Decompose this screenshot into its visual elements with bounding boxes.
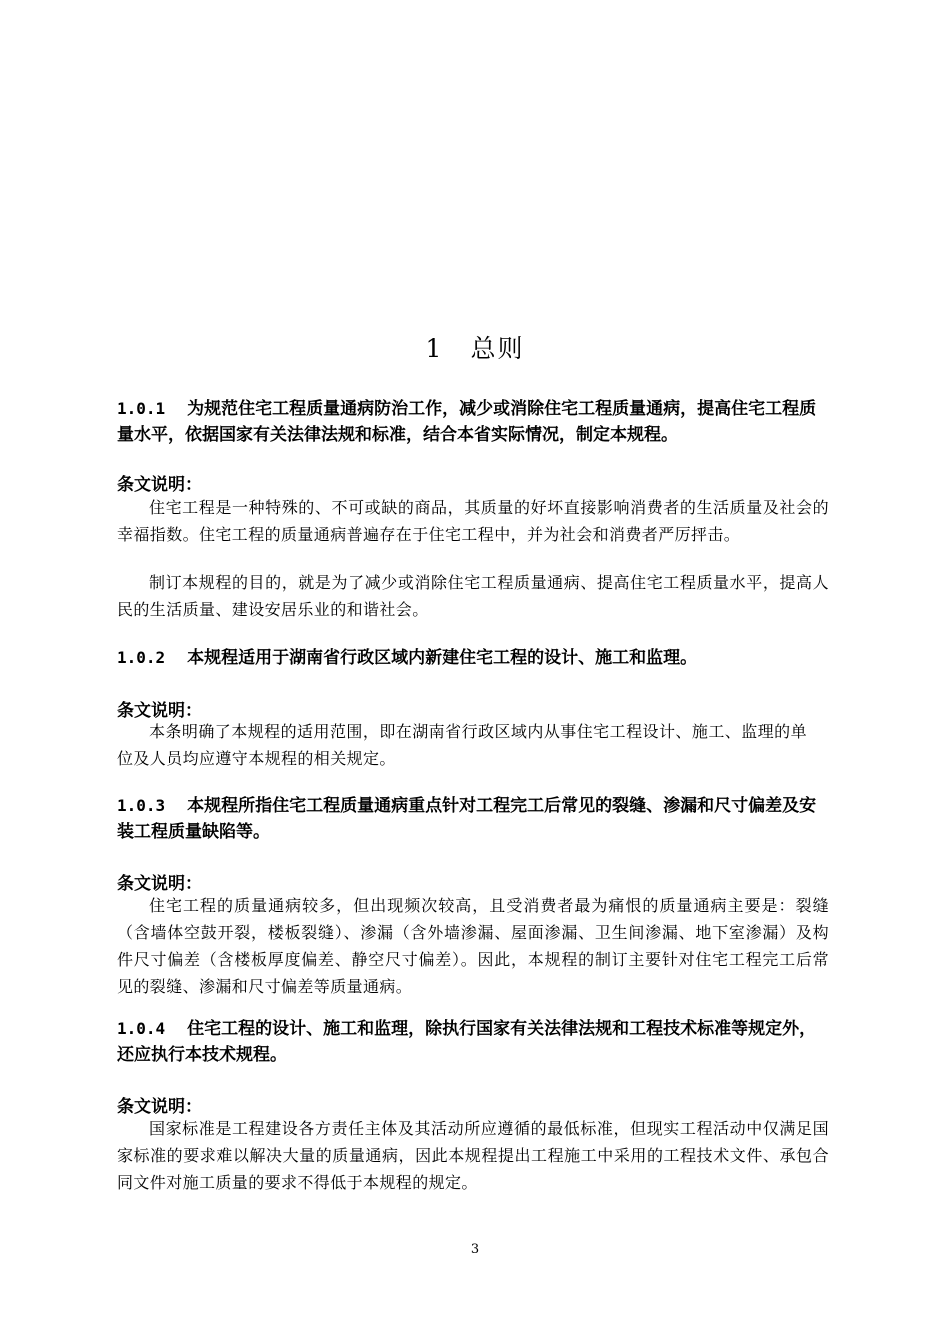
note-paragraph: 住宅工程的质量通病较多，但出现频次较高，且受消费者最为痛恨的质量通病主要是：裂缝（含墙体空鼓开裂，楼板裂缝）、渗漏（含外墙渗漏、屋面渗漏、卫生间渗漏、地下室渗漏）及构件尺寸偏差（含楼板厚度偏差、静空尺寸偏差）。因此，本规程的制订主要针对住宅工程完工后常见的裂缝、渗漏和尺寸偏差等质量通病。 [117, 896, 829, 996]
clause-number: 1.0.2 [117, 648, 166, 667]
clause-1-0-4 [117, 1016, 829, 1068]
clause-1-0-2 [117, 645, 829, 671]
note-label: 条文说明： [117, 874, 202, 894]
clause-1-0-1 [117, 396, 829, 448]
note-paragraph: 国家标准是工程建设各方责任主体及其活动所应遵循的最低标准，但现实工程活动中仅满足国家标准的要求难以解决大量的质量通病，因此本规程提出工程施工中采用的工程技术文件、承包合同文件对施工质量的要求不得低于本规程的规定。 [117, 1119, 829, 1192]
clause-text: 为规范住宅工程质量通病防治工作，减少或消除住宅工程质量通病，提高住宅工程质量水平，依据国家有关法律法规和标准，结合本省实际情况，制定本规程。 [117, 399, 817, 445]
clause-number: 1.0.1 [117, 399, 166, 418]
chapter-title: 1 总则 [425, 334, 525, 363]
note-paragraph: 本条明确了本规程的适用范围，即在湖南省行政区域内从事住宅工程设计、施工、监理的单位及人员均应遵守本规程的相关规定。 [117, 722, 807, 768]
note-label: 条文说明： [117, 701, 202, 721]
clause-number: 1.0.3 [117, 796, 166, 815]
note-label: 条文说明： [117, 1097, 202, 1117]
clause-text: 本规程所指住宅工程质量通病重点针对工程完工后常见的裂缝、渗漏和尺寸偏差及安装工程质量缺陷等。 [117, 796, 817, 842]
clause-text: 住宅工程的设计、施工和监理，除执行国家有关法律法规和工程技术标准等规定外，还应执行本技术规程。 [117, 1019, 817, 1065]
note-paragraph: 制订本规程的目的，就是为了减少或消除住宅工程质量通病、提高住宅工程质量水平，提高人民的生活质量、建设安居乐业的和谐社会。 [117, 573, 829, 619]
note-paragraph: 住宅工程是一种特殊的、不可或缺的商品，其质量的好坏直接影响消费者的生活质量及社会的幸福指数。住宅工程的质量通病普遍存在于住宅工程中，并为社会和消费者严厉抨击。 [117, 498, 829, 544]
clause-1-0-3 [117, 793, 829, 845]
clause-number: 1.0.4 [117, 1019, 166, 1038]
clause-text: 本规程适用于湖南省行政区域内新建住宅工程的设计、施工和监理。 [187, 648, 698, 668]
page-number: 3 [470, 1242, 480, 1257]
note-label: 条文说明： [117, 475, 202, 495]
